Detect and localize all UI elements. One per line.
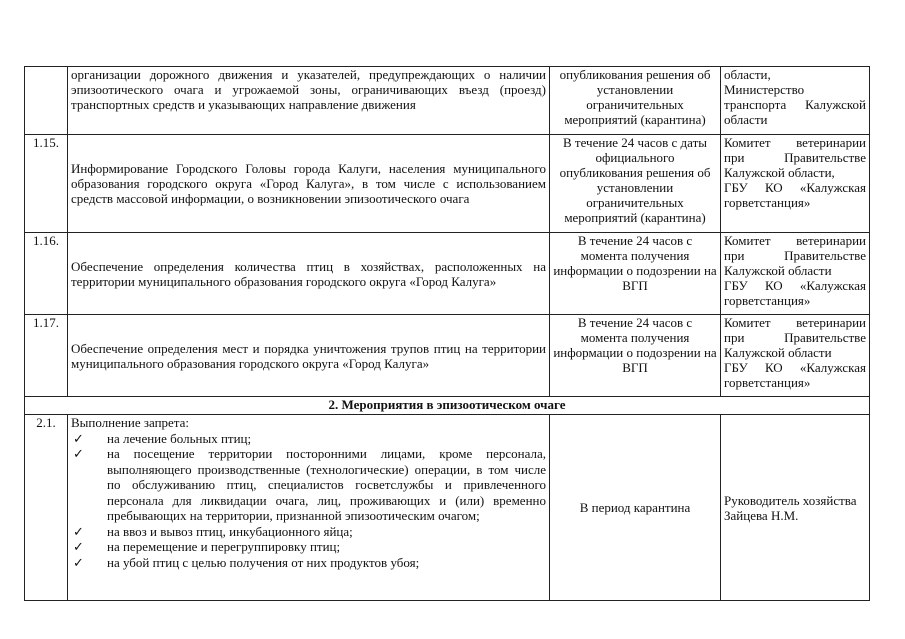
row-number	[25, 67, 68, 135]
table-row	[25, 67, 870, 135]
list-item	[71, 446, 546, 524]
responsible-line: ГБУ КО «Калужская горветстанция»	[724, 180, 866, 210]
measure-description: Информирование Городского Головы города Калуги, населения муниципального образования городского округа «Город Калуга», в том числе с использованием средств массовой информации, о возникновении эпизоотического очага	[68, 135, 550, 233]
checkmark-icon: ✓	[73, 523, 84, 539]
list-item-text: на перемещение и перегруппировку птиц;	[107, 539, 341, 554]
measure-description: организации дорожного движения и указателей, предупреждающих о наличии эпизоотического очага и угрожаемой зоны, ограничивающих въезд (проезд) транспортных средств и указывающих направление движения	[68, 67, 550, 135]
row-number: 1.15.	[25, 135, 68, 233]
checkmark-icon: ✓	[73, 430, 84, 446]
checkmark-icon: ✓	[73, 554, 84, 570]
row-number: 2.1.	[25, 415, 68, 601]
checkmark-icon: ✓	[73, 539, 84, 554]
measure-responsible	[721, 315, 870, 397]
table-row	[25, 135, 870, 233]
measure-term: В течение 24 часов с момента получения информации о подозрении на ВГП	[550, 233, 721, 315]
section-title: 2. Мероприятия в эпизоотическом очаге	[25, 397, 870, 415]
list-item-text: на посещение территории посторонними лицами, кроме персонала, выполняющего производственные (технологические) операции, в том числе по обслуживанию птиц, специалистов госветслужбы и привлеченного персонала для ликвидации очага, лиц, проживающих и (или) временно пребывающих на территории, признанной эпизоотическим очагом;	[107, 446, 546, 523]
measures-table	[24, 66, 870, 601]
responsible-line: Комитет ветеринарии при Правительстве Калужской области,	[724, 135, 866, 180]
measure-responsible	[721, 135, 870, 233]
responsible-line: Министерство транспорта Калужской области	[724, 82, 866, 127]
responsible-line: Комитет ветеринарии при Правительстве Калужской области	[724, 315, 866, 360]
measure-term: опубликования решения об установлении ограничительных мероприятий (карантина)	[550, 67, 721, 135]
measure-responsible: Руководитель хозяйства Зайцева Н.М.	[721, 415, 870, 601]
responsible-line: Комитет ветеринарии при Правительстве Калужской области	[724, 233, 866, 278]
list-item-text: на ввоз и вывоз птиц, инкубационного яйца;	[107, 523, 353, 539]
measure-responsible	[721, 67, 870, 135]
measure-term: В период карантина	[550, 415, 721, 601]
table-row	[25, 233, 870, 315]
measure-term: В течение 24 часов с даты официального опубликования решения об установлении ограничительных мероприятий (карантина)	[550, 135, 721, 233]
list-item	[71, 431, 546, 447]
list-item	[71, 539, 546, 555]
table-row	[25, 415, 870, 601]
table-row	[25, 315, 870, 397]
responsible-line: ГБУ КО «Калужская горветстанция»	[724, 360, 866, 390]
measure-responsible	[721, 233, 870, 315]
list-item-text: на лечение больных птиц;	[107, 430, 252, 446]
measure-description: Обеспечение определения мест и порядка уничтожения трупов птиц на территории муниципального образования городского округа «Город Калуга»	[68, 315, 550, 397]
section-heading-row	[25, 397, 870, 415]
checkmark-icon: ✓	[73, 446, 84, 461]
responsible-line: области,	[724, 67, 771, 82]
list-item	[71, 555, 546, 571]
measure-term: В течение 24 часов с момента получения информации о подозрении на ВГП	[550, 315, 721, 397]
measure-description	[68, 415, 550, 601]
list-item	[71, 524, 546, 540]
row-number: 1.16.	[25, 233, 68, 315]
measure-description: Обеспечение определения количества птиц в хозяйствах, расположенных на территории муниципального образования городского округа «Город Калуга»	[68, 233, 550, 315]
responsible-line: ГБУ КО «Калужская горветстанция»	[724, 278, 866, 308]
list-item-text: на убой птиц с целью получения от них продуктов убоя;	[107, 554, 420, 570]
prohibition-intro: Выполнение запрета:	[71, 415, 190, 430]
row-number: 1.17.	[25, 315, 68, 397]
